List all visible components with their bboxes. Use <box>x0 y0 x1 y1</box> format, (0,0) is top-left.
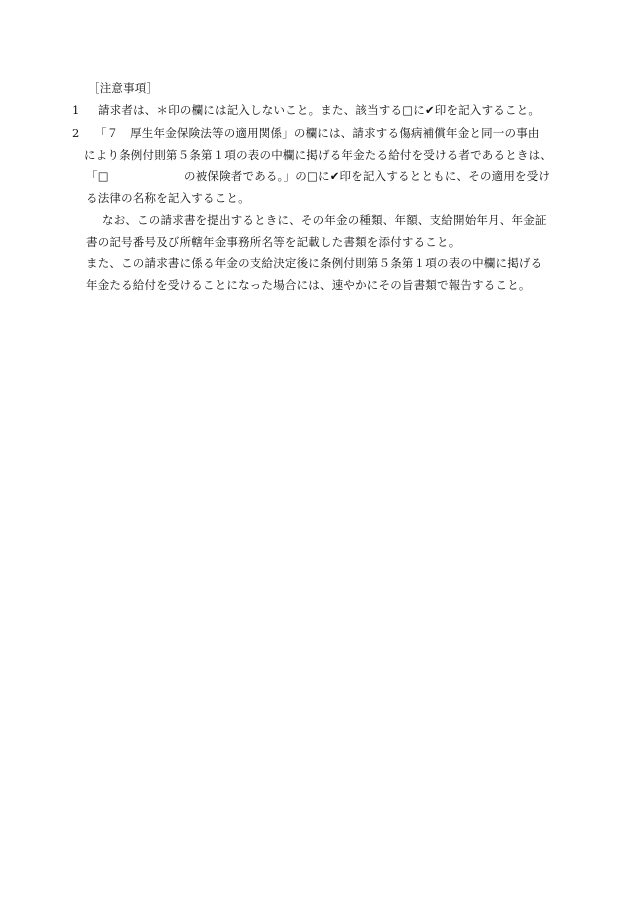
item-2-line-1: 「７ 厚生年金保険法等の適用関係」の欄には、請求する傷病補償年金と同一の事由 <box>95 126 540 140</box>
item-2-line-3-checkbox: 「□ <box>86 169 109 183</box>
item-1-number: 1 <box>72 103 80 117</box>
item-2-number: 2 <box>72 126 80 140</box>
notes-heading: ［注意事項］ <box>88 81 159 95</box>
item-2-line-4: る法律の名称を記入すること。 <box>86 191 250 205</box>
item-2-line-8: 年金たる給付を受けることになった場合には、速やかにその旨書類で報告すること。 <box>86 278 531 292</box>
item-2-line-5: なお、この請求書を提出するときに、その年金の種類、年額、支給開始年月、年金証 <box>102 213 547 227</box>
item-2-line-3-text: の被保険者である。」の□に✔印を記入するとともに、その適用を受け <box>184 169 551 183</box>
item-2-line-7: また、この請求書に係る年金の支給決定後に条例付則第５条第１項の表の中欄に掲げる <box>86 256 543 270</box>
item-2-line-6: 書の記号番号及び所轄年金事務所名等を記載した書類を添付すること。 <box>86 235 461 249</box>
item-2-line-2: により条例付則第５条第１項の表の中欄に掲げる年金たる給付を受ける者であるときは、 <box>84 148 552 162</box>
item-1-text: 請求者は、＊印の欄には記入しないこと。また、該当する□に✔印を記入すること。 <box>98 103 541 117</box>
